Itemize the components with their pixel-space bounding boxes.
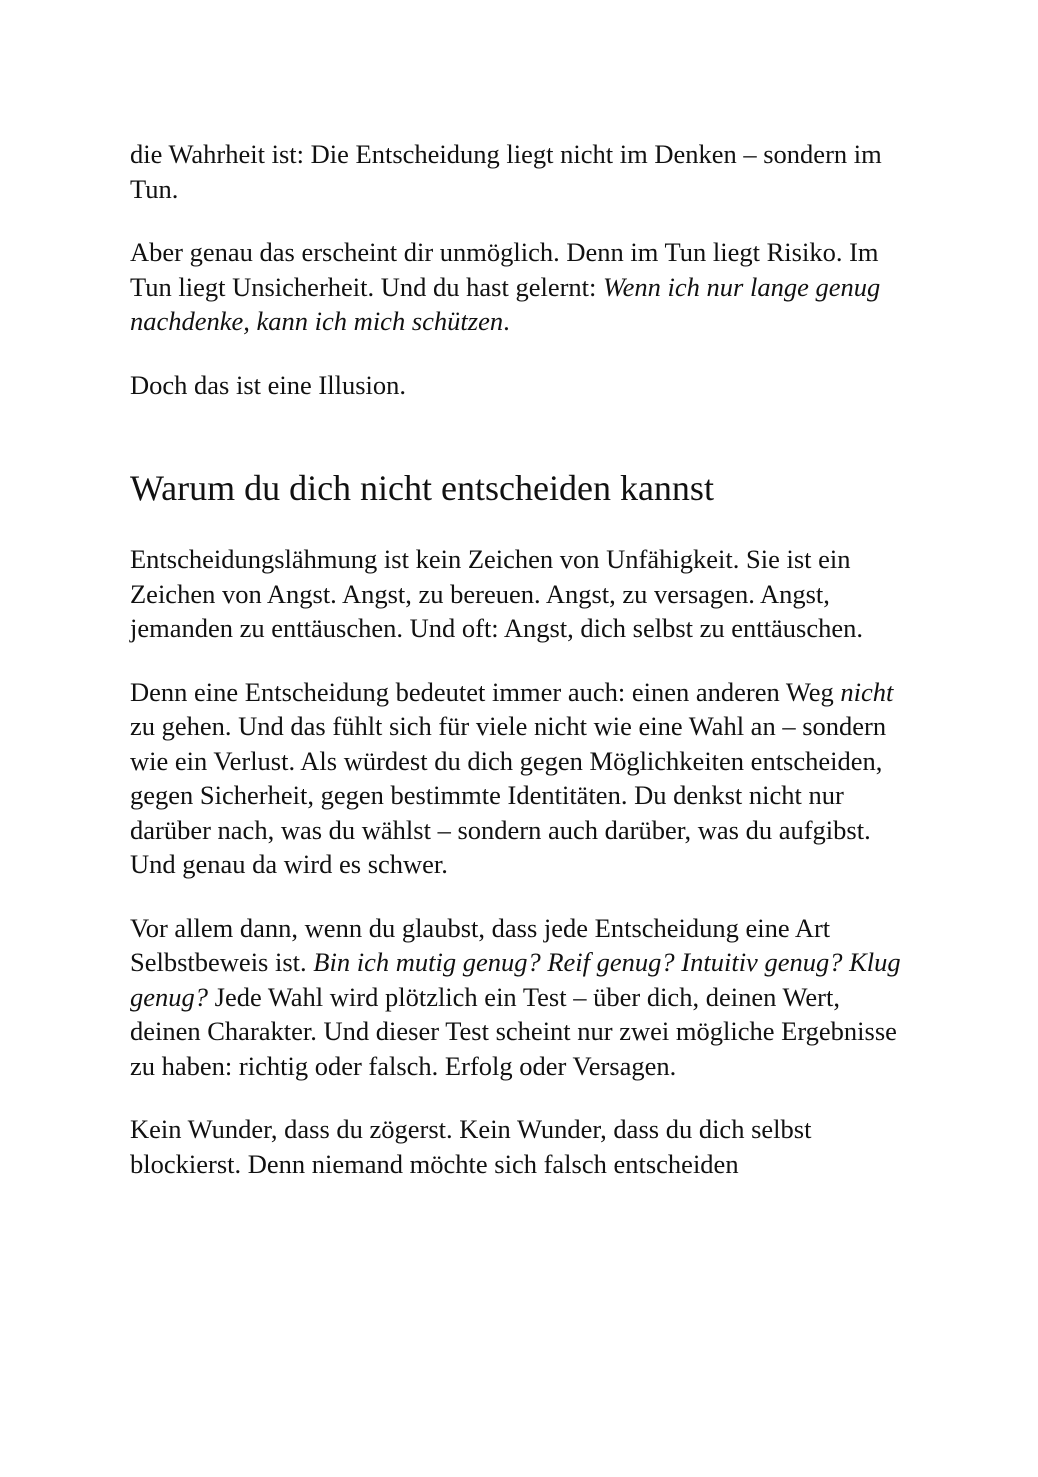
paragraph-emphasis: Bin ich mutig genug? Reif genug? Intuitiv genug? Klug genug? — [130, 947, 901, 1012]
paragraph-text: zu gehen. Und das fühlt sich für viele nicht wie eine Wahl an – sondern wie ein Verlust. Als würdest du dich gegen Möglichkeiten entscheiden, gegen Sicherheit, gegen bestimmte Identitäten. Du denkst nicht nur darüber nach, was du wählst – sondern auch darüber, was du aufgibst. Und genau da wird es schwer. — [130, 711, 887, 879]
paragraphs-top — [130, 137, 910, 402]
section-heading: Warum du dich nicht entscheiden kannst — [130, 468, 714, 508]
paragraph — [130, 911, 910, 1084]
paragraph-emphasis: Wenn ich nur lange genug nachdenke, kann ich mich schützen — [130, 271, 881, 336]
paragraph — [130, 1112, 910, 1181]
paragraph-text: Denn eine Entscheidung bedeutet immer auch: einen anderen Weg — [130, 676, 841, 707]
paragraph-text: Doch das ist eine Illusion. — [130, 369, 406, 400]
paragraph — [130, 542, 910, 646]
document-page — [130, 137, 910, 1210]
paragraph-text: die Wahrheit ist: Die Entscheidung liegt nicht im Denken – sondern im Tun. — [130, 139, 882, 204]
paragraph-text: . — [503, 306, 510, 336]
paragraph — [130, 235, 910, 339]
paragraph-text: Vor allem dann, wenn du glaubst, dass jede Entscheidung eine Art Selbstbeweis ist. — [130, 912, 831, 977]
paragraph — [130, 368, 910, 403]
paragraph — [130, 137, 910, 206]
paragraph — [130, 675, 910, 882]
paragraphs-bottom — [130, 542, 910, 1181]
paragraph-text: Kein Wunder, dass du zögerst. Kein Wunder, dass du dich selbst blockierst. Denn niemand möchte sich falsch entscheiden — [130, 1114, 812, 1179]
paragraph-text: Aber genau das erscheint dir unmöglich. Denn im Tun liegt Risiko. Im Tun liegt Unsicherheit. Und du hast gelernt: — [130, 237, 879, 302]
paragraph-emphasis: nicht — [840, 676, 894, 707]
paragraph-text: Entscheidungslähmung ist kein Zeichen von Unfähigkeit. Sie ist ein Zeichen von Angst. Angst, zu bereuen. Angst, zu versagen. Angst, jemanden zu enttäuschen. Und oft: Angst, dich selbst zu enttäuschen. — [130, 544, 863, 643]
paragraph-text: Jede Wahl wird plötzlich ein Test – über dich, deinen Wert, deinen Charakter. Und dieser Test scheint nur zwei mögliche Ergebnisse zu haben: richtig oder falsch. Erfolg oder Versagen. — [130, 981, 897, 1081]
